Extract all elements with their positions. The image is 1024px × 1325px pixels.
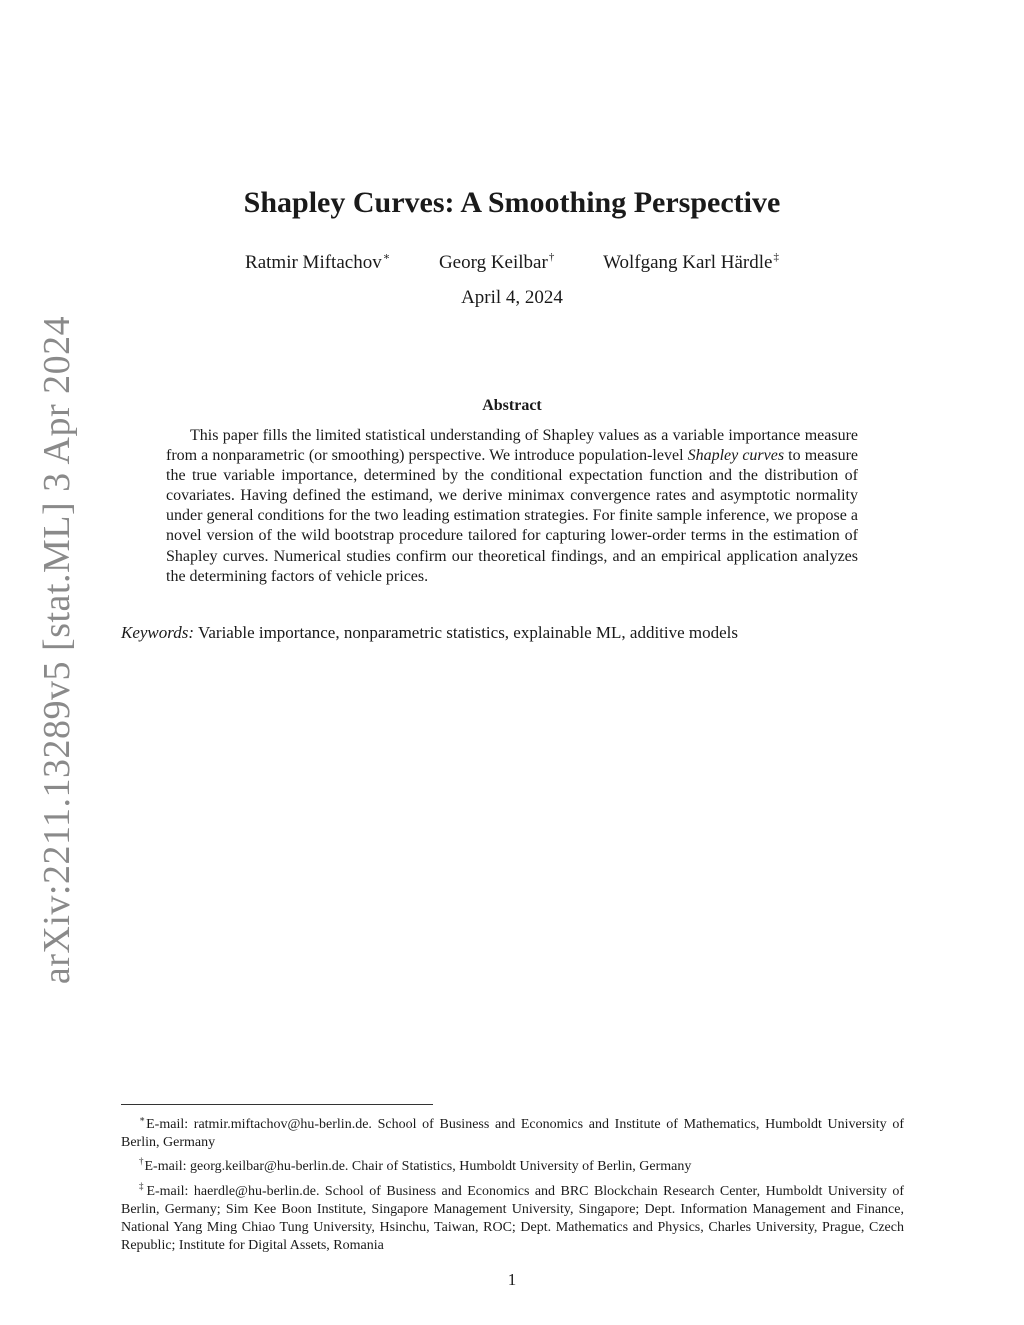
footnote-2 [121, 1152, 904, 1176]
abstract-text-part-2: to measure the true variable importance, determined by the conditional expectation function and the distribution of covariates. Having defined the estimand, we derive minimax convergence rates and asymptotic normality under general conditions for the two leading estimation strategies. For finite sample inference, we propose a novel version of the wild bootstrap procedure tailored for capturing lower-order terms in the estimation of Shapley curves. Numerical studies confirm our theoretical findings, and an empirical application analyzes the determining factors of vehicle prices. [166, 447, 858, 585]
footnote-mark: † [139, 1156, 144, 1167]
footnote-1 [121, 1110, 904, 1152]
author-name: Georg Keilbar [438, 252, 548, 273]
footnote-text: E-mail: georg.keilbar@hu-berlin.de. Chair of Statistics, Humboldt University of Berlin, Germany [144, 1159, 692, 1175]
footnote-divider [121, 1104, 433, 1105]
arxiv-identifier-stamp: arXiv:2211.13289v5 [stat.ML] 3 Apr 2024 [36, 315, 78, 985]
paper-title: Shapley Curves: A Smoothing Perspective [243, 186, 781, 219]
footnote-mark: ∗ [139, 1114, 146, 1124]
publication-date: April 4, 2024 [461, 287, 563, 308]
abstract-text-part-1: This paper fills the limited statistical understanding of Shapley values as a variable importance measure from a nonparametric (or smoothing) perspective. We introduce population-level [166, 427, 858, 465]
footnote-text: E-mail: ratmir.miftachov@hu-berlin.de. School of Business and Economics and Institute of Mathematics, Humboldt University of Berlin, Germany [121, 1117, 904, 1151]
footnote-text: E-mail: haerdle@hu-berlin.de. School of Business and Economics and BRC Blockchain Research Center, Humboldt University of Berlin, Germany; Sim Kee Boon Institute, Singapore Management University, Singapore; Dept. Information Management and Finance, National Yang Ming Chiao Tung University, Hsinchu, Taiwan, ROC; Dept. Mathematics and Physics, Charles University, Prague, Czech Republic; Institute for Digital Assets, Romania [121, 1183, 904, 1254]
footnotes [121, 1110, 904, 1255]
abstract-emphasis: Shapley curves [687, 447, 785, 465]
author-1 [245, 244, 390, 276]
author-footnote-mark: † [548, 251, 555, 263]
keywords-label: Keywords: [121, 623, 195, 642]
author-footnote-mark: ‡ [773, 251, 779, 263]
page-number: 1 [507, 1270, 517, 1289]
author-name: Wolfgang Karl Härdle [603, 252, 773, 273]
author-list [0, 244, 1024, 276]
keywords-line [121, 622, 911, 644]
abstract-heading: Abstract [482, 397, 542, 414]
abstract-body [166, 426, 858, 587]
author-name: Ratmir Miftachov [245, 252, 382, 273]
footnote-3 [121, 1177, 904, 1256]
footnote-mark: ‡ [139, 1180, 146, 1191]
keywords-text: Variable importance, nonparametric statistics, explainable ML, additive models [194, 623, 739, 642]
author-footnote-mark: ∗ [382, 251, 391, 263]
author-3 [603, 244, 779, 276]
author-2 [439, 244, 554, 276]
